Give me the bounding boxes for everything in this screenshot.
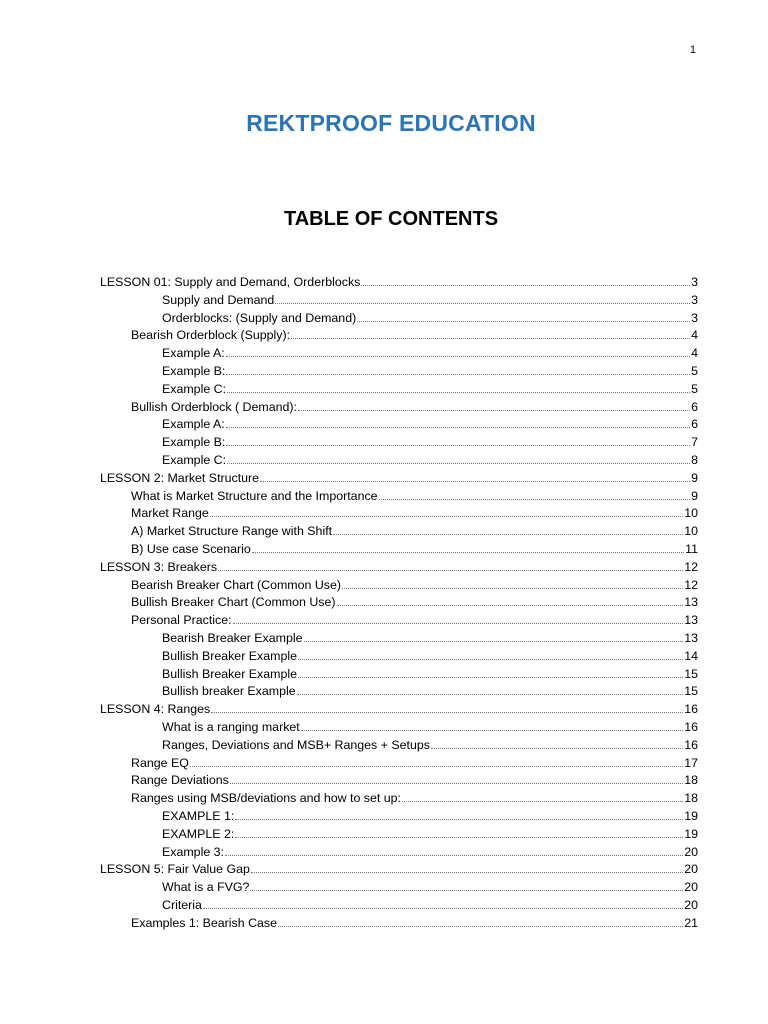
toc-entry-label: LESSON 2: Market Structure bbox=[100, 470, 260, 485]
toc-entry-label: Orderblocks: (Supply and Demand) bbox=[162, 310, 357, 325]
toc-entry[interactable] bbox=[100, 470, 698, 488]
toc-entry[interactable] bbox=[100, 683, 698, 701]
toc-entry[interactable] bbox=[100, 772, 698, 790]
toc-entry-label: Bullish Breaker Example bbox=[162, 666, 297, 681]
toc-entry-page: 3 bbox=[691, 275, 698, 289]
toc-entry-page: 14 bbox=[684, 648, 698, 663]
toc-entry-label: Example C: bbox=[162, 452, 227, 467]
toc-entry[interactable] bbox=[100, 844, 698, 862]
toc-entry[interactable] bbox=[100, 701, 698, 719]
toc-entry-page: 10 bbox=[684, 506, 698, 521]
toc-entry[interactable] bbox=[100, 879, 698, 897]
toc-dot-leader bbox=[233, 623, 684, 624]
toc-entry[interactable] bbox=[100, 345, 698, 363]
toc-entry-label: EXAMPLE 2: bbox=[162, 826, 235, 841]
toc-entry-label: Example C: bbox=[162, 381, 227, 396]
toc-entry-page: 21 bbox=[684, 915, 698, 930]
toc-entry-page: 12 bbox=[684, 559, 698, 574]
toc-entry[interactable] bbox=[100, 505, 698, 523]
toc-entry[interactable] bbox=[100, 666, 698, 684]
toc-entry-label: Example A: bbox=[162, 346, 225, 361]
toc-entry-page: 18 bbox=[684, 773, 698, 788]
toc-dot-leader bbox=[226, 445, 690, 446]
toc-dot-leader bbox=[230, 783, 683, 784]
toc-dot-leader bbox=[291, 338, 690, 339]
toc-entry[interactable] bbox=[100, 452, 698, 470]
toc-dot-leader bbox=[250, 890, 683, 891]
toc-entry-label: Bullish Breaker Chart (Common Use) bbox=[131, 595, 336, 610]
toc-entry-page: 20 bbox=[684, 844, 698, 859]
toc-entry-page: 4 bbox=[691, 328, 698, 343]
toc-entry-page: 20 bbox=[684, 862, 698, 877]
toc-entry-page: 5 bbox=[691, 381, 698, 396]
toc-entry[interactable] bbox=[100, 612, 698, 630]
toc-entry-page: 17 bbox=[684, 755, 698, 770]
toc-dot-leader bbox=[235, 837, 683, 838]
toc-entry-label: Personal Practice: bbox=[131, 613, 232, 628]
toc-dot-leader bbox=[357, 321, 690, 322]
toc-entry[interactable] bbox=[100, 523, 698, 541]
toc-entry[interactable] bbox=[100, 541, 698, 559]
toc-entry[interactable] bbox=[100, 488, 698, 506]
toc-entry-label: LESSON 3: Breakers bbox=[100, 559, 218, 574]
toc-dot-leader bbox=[337, 605, 684, 606]
toc-dot-leader bbox=[304, 641, 684, 642]
toc-entry-label: Bearish Breaker Chart (Common Use) bbox=[131, 577, 342, 592]
toc-entry-page: 16 bbox=[684, 719, 698, 734]
toc-entry-label: Example B: bbox=[162, 363, 226, 378]
toc-dot-leader bbox=[235, 819, 683, 820]
toc-entry-label: Bullish Breaker Example bbox=[162, 648, 297, 663]
toc-entry-label: Examples 1: Bearish Case bbox=[131, 915, 278, 930]
toc-entry-label: EXAMPLE 1: bbox=[162, 808, 235, 823]
toc-entry-page: 20 bbox=[684, 897, 698, 912]
toc-entry[interactable] bbox=[100, 310, 698, 328]
toc-entry[interactable] bbox=[100, 559, 698, 577]
toc-entry[interactable] bbox=[100, 897, 698, 915]
table-of-contents bbox=[100, 274, 698, 932]
toc-dot-leader bbox=[379, 499, 691, 500]
toc-entry-label: LESSON 01: Supply and Demand, Orderblocks bbox=[100, 275, 361, 289]
toc-dot-leader bbox=[298, 677, 683, 678]
toc-entry[interactable] bbox=[100, 790, 698, 808]
toc-entry[interactable] bbox=[100, 861, 698, 879]
toc-dot-leader bbox=[361, 285, 690, 286]
toc-entry-page: 13 bbox=[684, 630, 698, 645]
toc-entry-page: 4 bbox=[691, 346, 698, 361]
toc-entry[interactable] bbox=[100, 292, 698, 310]
toc-entry-label: LESSON 4: Ranges bbox=[100, 702, 211, 717]
toc-dot-leader bbox=[333, 534, 683, 535]
toc-entry-label: Ranges using MSB/deviations and how to set up: bbox=[131, 791, 402, 806]
toc-entry-page: 15 bbox=[684, 684, 698, 699]
toc-dot-leader bbox=[227, 392, 690, 393]
toc-dot-leader bbox=[260, 481, 690, 482]
toc-dot-leader bbox=[226, 427, 690, 428]
page-number: 1 bbox=[689, 44, 696, 56]
toc-dot-leader bbox=[275, 303, 690, 304]
toc-entry[interactable] bbox=[100, 416, 698, 434]
toc-entry[interactable] bbox=[100, 363, 698, 381]
toc-dot-leader bbox=[297, 694, 684, 695]
toc-entry-page: 20 bbox=[684, 880, 698, 895]
toc-entry[interactable] bbox=[100, 630, 698, 648]
toc-dot-leader bbox=[226, 356, 690, 357]
toc-entry-page: 19 bbox=[684, 808, 698, 823]
toc-entry-label: What is Market Structure and the Importance bbox=[131, 488, 378, 503]
toc-entry[interactable] bbox=[100, 434, 698, 452]
toc-entry-label: Supply and Demand bbox=[162, 292, 275, 307]
toc-entry[interactable] bbox=[100, 808, 698, 826]
toc-dot-leader bbox=[227, 463, 690, 464]
toc-dot-leader bbox=[203, 908, 683, 909]
toc-entry-label: Bearish Breaker Example bbox=[162, 630, 303, 645]
toc-entry-label: B) Use case Scenario bbox=[131, 541, 251, 556]
toc-dot-leader bbox=[211, 712, 683, 713]
toc-entry-label: A) Market Structure Range with Shift bbox=[131, 524, 333, 539]
toc-dot-leader bbox=[301, 730, 683, 731]
toc-entry-page: 16 bbox=[684, 737, 698, 752]
toc-entry-page: 15 bbox=[684, 666, 698, 681]
toc-entry-page: 6 bbox=[691, 417, 698, 432]
document-title: REKTPROOF EDUCATION bbox=[246, 110, 536, 136]
toc-entry-page: 13 bbox=[684, 613, 698, 628]
toc-entry-label: Bullish Orderblock ( Demand): bbox=[131, 399, 297, 414]
toc-entry-page: 12 bbox=[684, 577, 698, 592]
toc-entry-label: Market Range bbox=[131, 506, 209, 521]
toc-dot-leader bbox=[251, 872, 683, 873]
toc-entry-label: What is a ranging market bbox=[162, 719, 300, 734]
toc-dot-leader bbox=[225, 855, 683, 856]
toc-entry-page: 11 bbox=[685, 541, 698, 556]
toc-entry-page: 3 bbox=[691, 310, 698, 325]
toc-entry[interactable] bbox=[100, 274, 698, 292]
toc-entry-label: Criteria bbox=[162, 897, 202, 912]
toc-dot-leader bbox=[402, 801, 683, 802]
toc-entry-page: 16 bbox=[684, 702, 698, 717]
toc-dot-leader bbox=[218, 570, 683, 571]
toc-entry-label: Example B: bbox=[162, 435, 226, 450]
toc-dot-leader bbox=[298, 410, 690, 411]
toc-entry-label: Range Deviations bbox=[131, 773, 229, 788]
toc-dot-leader bbox=[278, 926, 683, 927]
toc-entry-page: 9 bbox=[691, 488, 698, 503]
toc-entry-page: 19 bbox=[684, 826, 698, 841]
toc-entry[interactable] bbox=[100, 915, 698, 933]
toc-dot-leader bbox=[190, 766, 683, 767]
toc-entry-page: 6 bbox=[691, 399, 698, 414]
toc-entry[interactable] bbox=[100, 826, 698, 844]
toc-entry-label: Example 3: bbox=[162, 844, 224, 859]
toc-dot-leader bbox=[210, 516, 683, 517]
toc-entry-page: 5 bbox=[691, 363, 698, 378]
toc-dot-leader bbox=[252, 552, 684, 553]
toc-dot-leader bbox=[226, 374, 690, 375]
toc-entry[interactable] bbox=[100, 594, 698, 612]
toc-entry-page: 3 bbox=[691, 292, 698, 307]
toc-entry[interactable] bbox=[100, 719, 698, 737]
toc-entry[interactable] bbox=[100, 327, 698, 345]
toc-entry[interactable] bbox=[100, 755, 698, 773]
toc-entry-page: 7 bbox=[691, 435, 698, 450]
toc-entry-page: 18 bbox=[684, 791, 698, 806]
toc-entry-page: 9 bbox=[691, 470, 698, 485]
toc-entry-label: Bullish breaker Example bbox=[162, 684, 296, 699]
toc-entry-label: Ranges, Deviations and MSB+ Ranges + Setups bbox=[162, 737, 430, 752]
toc-entry[interactable] bbox=[100, 737, 698, 755]
toc-dot-leader bbox=[431, 748, 683, 749]
toc-entry-label: Bearish Orderblock (Supply): bbox=[131, 328, 291, 343]
toc-entry-page: 10 bbox=[684, 524, 698, 539]
toc-entry[interactable] bbox=[100, 399, 698, 417]
toc-heading: TABLE OF CONTENTS bbox=[283, 208, 499, 230]
toc-entry-page: 8 bbox=[691, 452, 698, 467]
toc-entry-label: Example A: bbox=[162, 417, 225, 432]
toc-dot-leader bbox=[298, 659, 683, 660]
toc-entry[interactable] bbox=[100, 577, 698, 595]
toc-entry[interactable] bbox=[100, 648, 698, 666]
toc-entry-label: What is a FVG? bbox=[162, 880, 250, 895]
toc-entry-label: Range EQ bbox=[131, 755, 189, 770]
toc-entry-page: 13 bbox=[684, 595, 698, 610]
toc-entry[interactable] bbox=[100, 381, 698, 399]
toc-entry-label: LESSON 5: Fair Value Gap bbox=[100, 862, 250, 877]
toc-dot-leader bbox=[342, 588, 683, 589]
